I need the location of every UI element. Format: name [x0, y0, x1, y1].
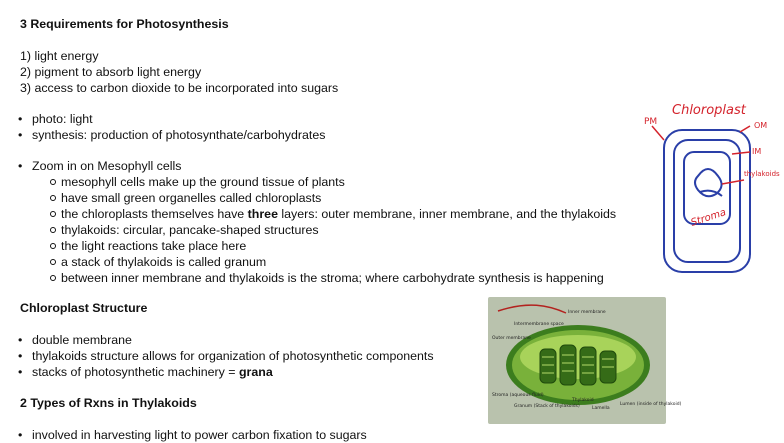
sketch-label-pm: PM: [644, 117, 658, 127]
sub-bullet-item: a stack of thylakoids is called granum: [61, 254, 266, 270]
sub-bullet-item: have small green organelles called chloroplasts: [61, 190, 321, 206]
photo-label-lamella: Lamella: [592, 406, 610, 411]
section-title-rxns: 2 Types of Rxns in Thylakoids: [20, 396, 197, 410]
sub-bullet-item: thylakoids: circular, pancake-shaped structures: [61, 222, 319, 238]
photo-label-outer: Outer membrane: [492, 336, 531, 341]
bullet-item: • synthesis: production of photosynthate/carbohydrates: [18, 128, 326, 142]
photo-label-stroma: Stroma (aqueous fluid): [492, 393, 544, 398]
sketch-label-im: IM: [752, 147, 762, 156]
sub-bullet-item: mesophyll cells make up the ground tissue of plants: [61, 174, 345, 190]
photo-label-inner: Inner membrane: [568, 310, 606, 315]
sub-bullet-item: between inner membrane and thylakoids is the stroma; where carbohydrate synthesis is happening: [61, 270, 604, 286]
section-title-structure: Chloroplast Structure: [20, 301, 148, 315]
requirement-1: 1) light energy: [20, 49, 99, 63]
sketch-label-stroma: Stroma: [689, 207, 728, 229]
sub-bullet-item: the chloroplasts themselves have three layers: outer membrane, inner membrane, and the thylakoids: [61, 206, 616, 222]
photo-label-granum: Granum (Stack of thylakoids): [514, 404, 580, 409]
sub-bullet-item: the light reactions take place here: [61, 238, 246, 254]
photo-label-intermembrane: Intermembrane space: [514, 322, 564, 327]
photo-label-lumen: Lumen (inside of thylakoid): [620, 402, 682, 407]
photo-label-thylakoid: Thylakoid: [572, 398, 594, 403]
sketch-label-om: OM: [754, 121, 768, 130]
chloroplast-diagram-photo: [488, 297, 682, 424]
bullet-item: • double membrane: [18, 333, 132, 347]
bullet-item: • photo: light: [18, 112, 93, 126]
requirement-3: 3) access to carbon dioxide to be incorporated into sugars: [20, 81, 339, 95]
sketch-label-thylakoids: thylakoids: [744, 170, 780, 178]
bullet-item: • stacks of photosynthetic machinery = grana: [18, 365, 273, 379]
bullet-item: • thylakoids structure allows for organization of photosynthetic components: [18, 349, 434, 363]
sketch-title: Chloroplast: [672, 103, 746, 118]
chloroplast-sketch: [640, 96, 784, 286]
section-title-requirements: 3 Requirements for Photosynthesis: [20, 17, 229, 31]
bullet-item: • involved in harvesting light to power carbon fixation to sugars: [18, 428, 367, 442]
bullet-zoom: • Zoom in on Mesophyll cells: [18, 159, 182, 173]
requirement-2: 2) pigment to absorb light energy: [20, 65, 202, 79]
